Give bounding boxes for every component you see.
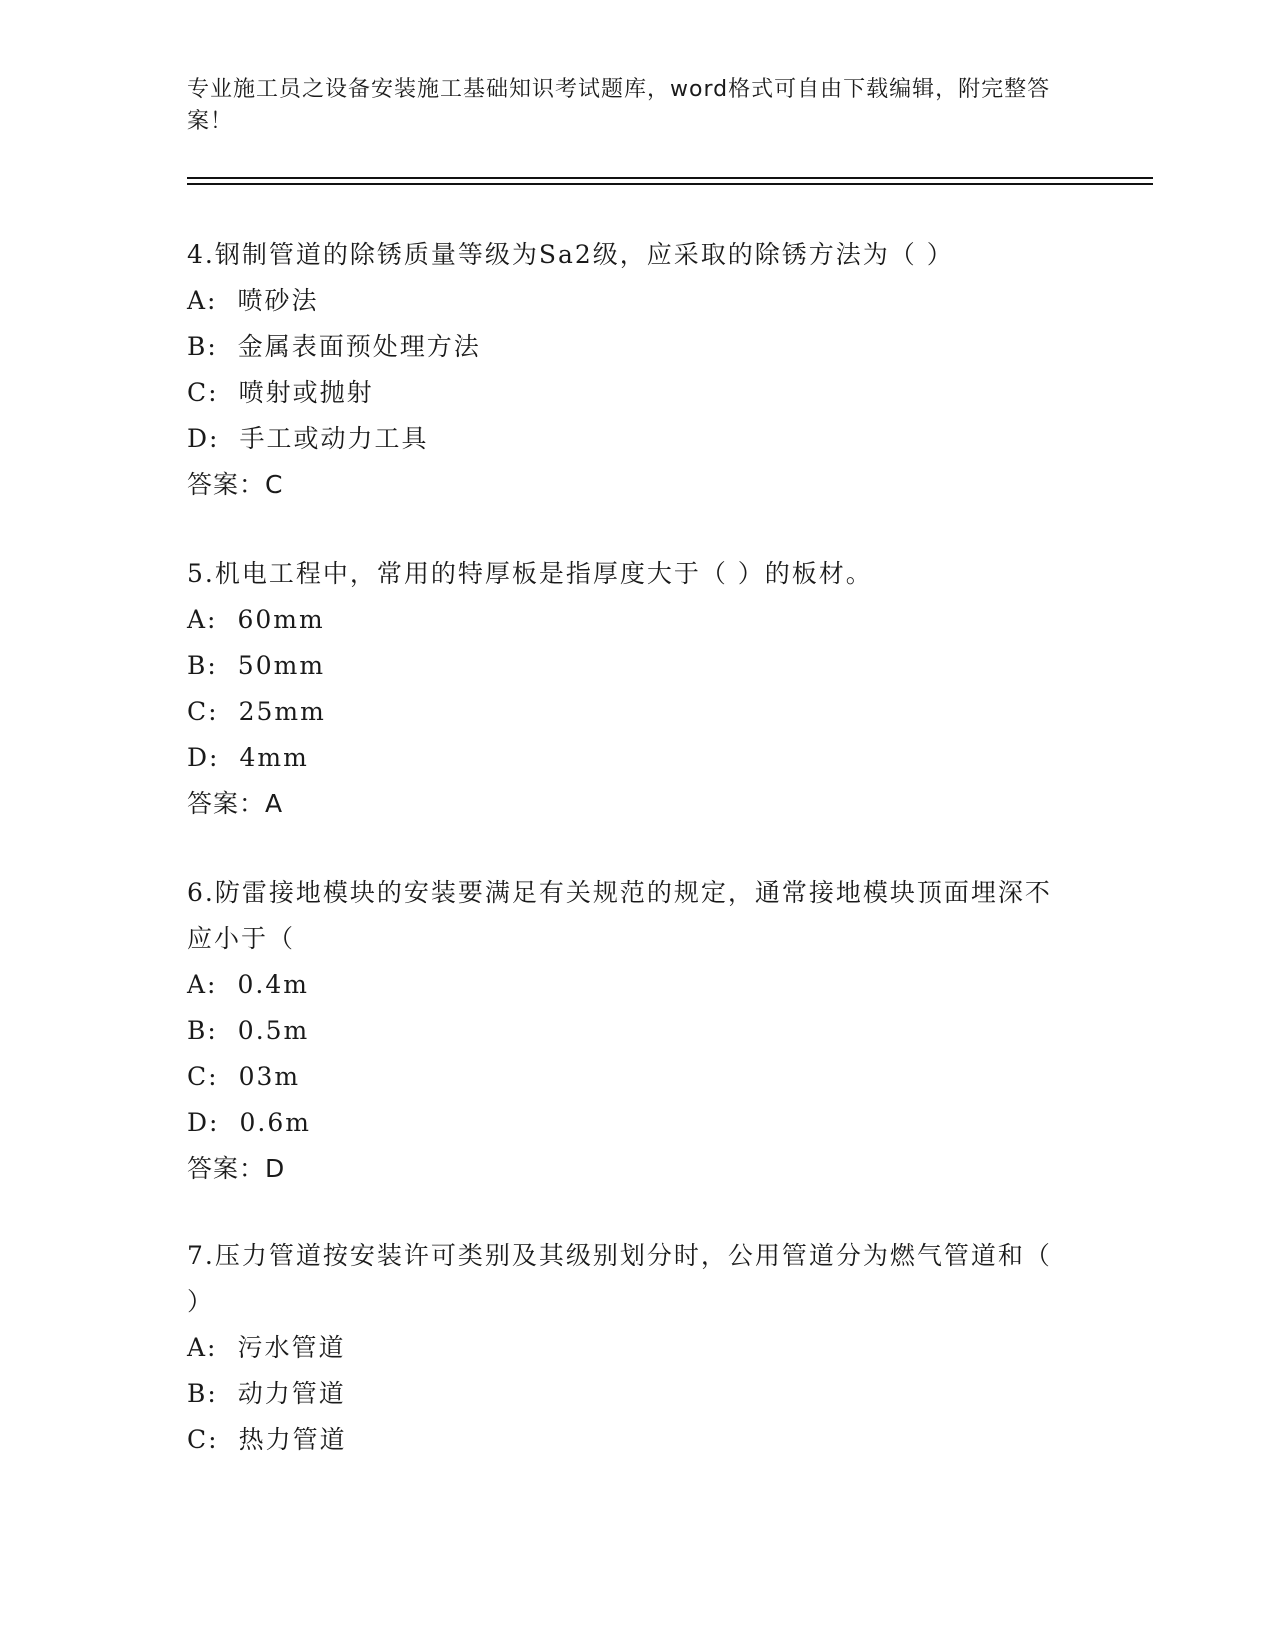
option-a: A: 污水管道 (187, 1333, 346, 1362)
question-7 (187, 1233, 1067, 1463)
question-stem: 6.防雷接地模块的安装要满足有关规范的规定，通常接地模块顶面埋深不应小于（ (187, 878, 1052, 953)
question-4 (187, 232, 1067, 508)
question-stem: 5.机电工程中，常用的特厚板是指厚度大于（ ）的板材。 (187, 559, 873, 588)
question-stem: 4.钢制管道的除锈质量等级为Sa2级，应采取的除锈方法为（ ） (187, 240, 954, 269)
answer: 答案：C (187, 470, 284, 499)
option-c: C: 25mm (187, 697, 326, 726)
option-b: B: 0.5m (187, 1016, 310, 1045)
option-c: C: 03m (187, 1062, 301, 1091)
option-c: C: 热力管道 (187, 1425, 347, 1454)
question-6 (187, 870, 1067, 1192)
question-5 (187, 551, 1067, 827)
question-stem: 7.压力管道按安装许可类别及其级别划分时，公用管道分为燃气管道和（ ） (187, 1241, 1052, 1316)
option-a: A: 喷砂法 (187, 286, 319, 315)
option-b: B: 金属表面预处理方法 (187, 332, 481, 361)
option-d: D: 0.6m (187, 1108, 311, 1137)
option-d: D: 手工或动力工具 (187, 424, 429, 453)
document-header: 专业施工员之设备安装施工基础知识考试题库，word格式可自由下载编辑，附完整答案！ (187, 77, 1051, 134)
option-d: D: 4mm (187, 743, 309, 772)
option-a: A: 60mm (187, 605, 325, 634)
option-b: B: 动力管道 (187, 1379, 346, 1408)
header-divider-top (187, 177, 1153, 179)
header-divider-bottom (187, 183, 1153, 185)
option-a: A: 0.4m (187, 970, 309, 999)
answer: 答案：A (187, 789, 284, 818)
option-b: B: 50mm (187, 651, 326, 680)
option-c: C: 喷射或抛射 (187, 378, 374, 407)
answer: 答案：D (187, 1154, 286, 1183)
